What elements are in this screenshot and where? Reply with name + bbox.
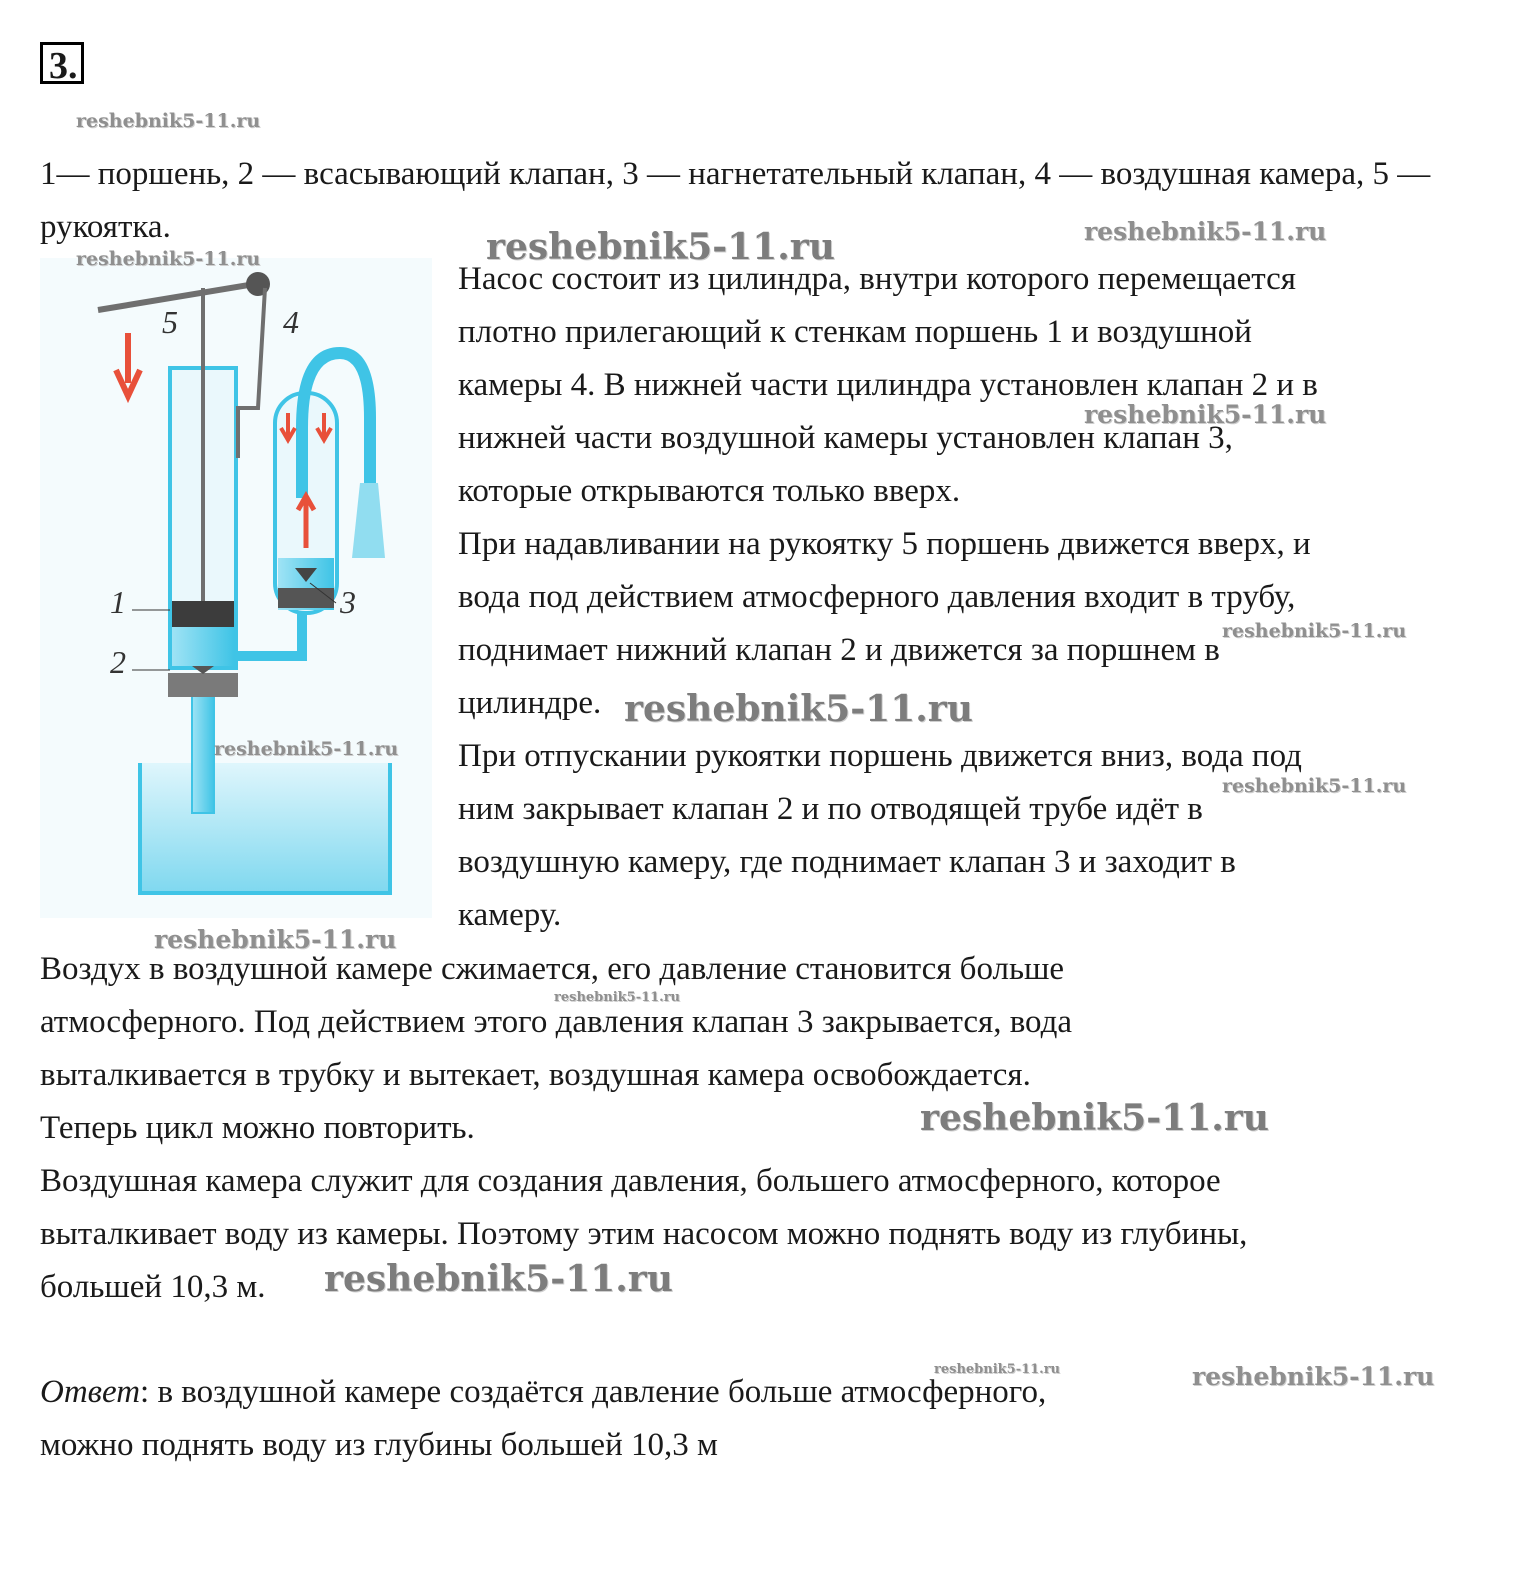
piston [172, 601, 234, 627]
watermark: reshebnik5-11.ru [486, 226, 835, 268]
text-line: цилиндре. [458, 685, 602, 721]
label-3: 3 [340, 584, 356, 620]
suction-valve [168, 673, 238, 697]
text-line: вода под действием атмосферного давления входит в трубу, [458, 579, 1296, 615]
text-line: Теперь цикл можно повторить. [40, 1110, 475, 1146]
answer-text: : в воздушной камере создаётся давление больше атмосферного, [140, 1374, 1047, 1410]
text-line: выталкивается в трубку и вытекает, воздушная камера освобождается. [40, 1057, 1031, 1093]
label-5: 5 [162, 304, 178, 340]
full-width-text [40, 943, 1500, 1314]
text-line: нижней части воздушной камеры установлен клапан 3, [458, 420, 1233, 456]
answer-label: Ответ [40, 1374, 141, 1410]
watermark: reshebnik5-11.ru [324, 1258, 673, 1300]
text-line: камеру. [458, 897, 562, 933]
label-2: 2 [110, 644, 126, 680]
watermark: reshebnik5-11.ru [1222, 775, 1407, 797]
water-tank [140, 763, 390, 893]
watermark: reshebnik5-11.ru [624, 688, 973, 730]
right-column-text [458, 253, 1508, 942]
discharge-valve [278, 588, 334, 608]
text-line: Насос состоит из цилиндра, внутри которого перемещается [458, 261, 1296, 297]
text-line: воздушную камеру, где поднимает клапан 3 и заходит в [458, 844, 1236, 880]
text-line: плотно прилегающий к стенкам поршень 1 и воздушной [458, 314, 1252, 350]
watermark: reshebnik5-11.ru [554, 990, 681, 1005]
answer-line-2: можно поднять воду из глубины большей 10,3 м [40, 1427, 718, 1463]
watermark: reshebnik5-11.ru [1192, 1362, 1435, 1391]
label-1: 1 [110, 584, 126, 620]
pump-figure [40, 258, 432, 918]
task-number: 3. [40, 42, 84, 84]
text-line: большей 10,3 м. [40, 1269, 266, 1305]
text-line: камеры 4. В нижней части цилиндра установлен клапан 2 и в [458, 367, 1318, 403]
label-4: 4 [283, 304, 299, 340]
text-line: которые открываются только вверх. [458, 473, 961, 509]
text-line: Воздушная камера служит для создания давления, большего атмосферного, которое [40, 1163, 1221, 1199]
text-line: ним закрывает клапан 2 и по отводящей трубе идёт в [458, 791, 1203, 827]
watermark: reshebnik5-11.ru [1084, 217, 1327, 246]
watermark: reshebnik5-11.ru [1084, 400, 1327, 429]
text-line: поднимает нижний клапан 2 и движется за поршнем в [458, 632, 1220, 668]
watermark: reshebnik5-11.ru [76, 248, 261, 270]
text-line: Воздух в воздушной камере сжимается, его давление становится больше [40, 951, 1065, 987]
watermark: reshebnik5-11.ru [934, 1362, 1061, 1377]
watermark: reshebnik5-11.ru [1222, 620, 1407, 642]
pump-diagram [40, 258, 432, 918]
watermark: reshebnik5-11.ru [154, 925, 397, 954]
text-line: При надавливании на рукоятку 5 поршень движется вверх, и [458, 526, 1311, 562]
text-line: При отпускании рукоятки поршень движется вниз, вода под [458, 738, 1302, 774]
suction-pipe [192, 683, 214, 813]
watermark: reshebnik5-11.ru [214, 738, 399, 760]
text-line: выталкивает воду из камеры. Поэтому этим насосом можно поднять воду из глубины, [40, 1216, 1248, 1252]
text-line: атмосферного. Под действием этого давления клапан 3 закрывается, вода [40, 1004, 1073, 1040]
legend-text: 1— поршень, 2 — всасывающий клапан, 3 — нагнетательный клапан, 4 — воздушная камера, 5 — рукоятка. [40, 156, 1431, 245]
watermark: reshebnik5-11.ru [76, 110, 261, 132]
watermark: reshebnik5-11.ru [920, 1097, 1269, 1139]
